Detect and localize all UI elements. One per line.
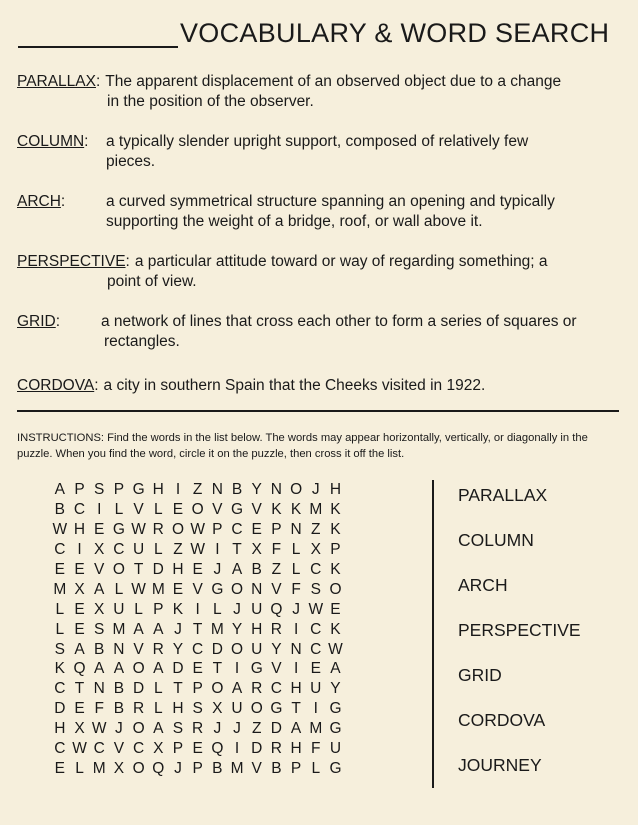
grid-letter[interactable]: L [55, 600, 65, 618]
term-label: PARALLAX [17, 73, 96, 90]
grid-letter[interactable]: M [92, 760, 106, 778]
grid-row [50, 500, 345, 520]
grid-letter[interactable]: W [328, 640, 343, 658]
grid-letter[interactable]: L [213, 600, 222, 618]
grid-letter[interactable]: F [271, 540, 282, 558]
grid-row [50, 560, 345, 580]
term-label: CORDOVA [17, 377, 95, 394]
grid-letter[interactable]: I [97, 500, 102, 518]
page-title: VOCABULARY & WORD SEARCH [180, 18, 610, 48]
grid-letter[interactable]: S [54, 640, 66, 658]
grid-letter[interactable]: E [172, 500, 184, 518]
grid-letter[interactable]: P [153, 600, 164, 618]
term-label: GRID [17, 313, 56, 330]
grid-letter[interactable]: A [153, 620, 164, 638]
grid-letter[interactable]: X [113, 760, 125, 778]
grid-letter[interactable]: X [251, 540, 262, 558]
definition-text: a city in southern Spain that the Cheeks visited in 1922. [103, 377, 486, 394]
grid-row [50, 719, 345, 739]
grid-letter[interactable]: X [212, 700, 223, 718]
word-list-item[interactable]: CORDOVA [458, 710, 546, 730]
grid-divider [432, 480, 434, 788]
grid-letter[interactable]: B [212, 760, 223, 778]
word-list-item[interactable]: COLUMN [458, 530, 534, 550]
definition-column: COLUMN: a typically slender upright support, composed of relatively few pieces. [17, 133, 529, 170]
grid-letter[interactable]: D [270, 720, 282, 738]
grid-letter[interactable]: T [173, 680, 183, 698]
grid-letter[interactable]: U [113, 600, 125, 618]
grid-letter[interactable]: L [114, 500, 124, 518]
grid-letter[interactable]: S [172, 720, 184, 738]
grid-letter[interactable]: O [231, 580, 244, 598]
grid-letter[interactable]: U [251, 600, 263, 618]
grid-letter[interactable]: P [290, 760, 302, 778]
grid-letter[interactable]: H [290, 680, 302, 698]
grid-letter[interactable]: H [54, 720, 66, 738]
grid-letter[interactable]: M [309, 720, 323, 738]
grid-letter[interactable]: H [251, 620, 263, 638]
grid-letter[interactable]: I [175, 481, 181, 498]
definition-arch: ARCH: a curved symmetrical structure spanning an opening and typically supporting the weight of a bridge, roof, or wall above it. [17, 193, 555, 230]
grid-letter[interactable]: L [311, 760, 321, 778]
grid-row [50, 580, 345, 600]
grid-letter[interactable]: J [292, 600, 300, 618]
grid-letter[interactable]: E [74, 600, 85, 618]
grid-letter[interactable]: U [310, 680, 322, 698]
grid-letter[interactable]: E [330, 600, 341, 618]
grid-letter[interactable]: D [152, 560, 164, 578]
grid-letter[interactable]: M [309, 500, 323, 518]
grid-letter[interactable]: N [270, 481, 282, 498]
grid-letter[interactable]: R [152, 640, 164, 658]
grid-letter[interactable]: C [132, 740, 145, 758]
grid-letter[interactable]: Y [231, 620, 243, 638]
grid-letter[interactable]: U [132, 540, 145, 558]
grid-row [50, 600, 345, 620]
grid-letter[interactable]: B [271, 760, 282, 778]
definition-text-cont: in the position of the observer. [107, 93, 314, 110]
grid-letter[interactable]: C [54, 680, 66, 698]
word-list-item[interactable]: PERSPECTIVE [458, 620, 581, 640]
grid-row [50, 540, 345, 560]
grid-letter[interactable]: K [330, 620, 341, 638]
grid-letter[interactable]: A [231, 680, 243, 698]
grid-letter[interactable]: F [291, 580, 301, 598]
grid-letter[interactable]: P [192, 680, 203, 698]
grid-letter[interactable]: L [114, 580, 124, 598]
grid-letter[interactable]: I [293, 620, 299, 638]
grid-letter[interactable]: N [93, 680, 105, 698]
definition-text: a network of lines that cross each other to form a series of squares or [101, 313, 577, 330]
grid-letter[interactable]: E [172, 580, 184, 598]
grid-letter[interactable]: X [153, 740, 164, 758]
grid-letter[interactable]: X [74, 580, 85, 598]
grid-letter[interactable]: R [152, 520, 164, 538]
grid-letter[interactable]: J [213, 720, 222, 738]
grid-letter[interactable]: L [291, 540, 301, 558]
grid-letter[interactable]: G [211, 580, 224, 598]
grid-letter[interactable]: E [192, 660, 203, 678]
grid-letter[interactable]: H [329, 481, 342, 498]
grid-letter[interactable]: G [329, 720, 342, 738]
grid-letter[interactable]: T [133, 560, 144, 578]
grid-letter[interactable]: B [113, 680, 125, 698]
definition-text: a particular attitude toward or way of regarding something; a [134, 253, 548, 270]
grid-letter[interactable]: B [231, 481, 243, 498]
grid-letter[interactable]: K [330, 520, 341, 538]
word-list-item[interactable]: GRID [458, 665, 502, 685]
grid-letter[interactable]: P [113, 481, 125, 498]
grid-letter[interactable]: N [290, 640, 302, 658]
grid-letter[interactable]: O [132, 760, 145, 778]
grid-letter[interactable]: B [113, 700, 125, 718]
grid-letter[interactable]: W [190, 540, 205, 558]
grid-letter[interactable]: D [251, 740, 263, 758]
grid-letter[interactable]: A [330, 660, 341, 678]
definition-cordova: CORDOVA: a city in southern Spain that the Cheeks visited in 1922. [17, 377, 486, 394]
grid-letter[interactable]: W [52, 520, 68, 538]
grid-letter[interactable]: C [310, 640, 322, 658]
grid-letter[interactable]: V [271, 660, 282, 678]
grid-letter[interactable]: N [211, 481, 223, 498]
grid-letter[interactable]: E [54, 560, 66, 578]
grid-letter[interactable]: S [192, 700, 203, 718]
grid-letter[interactable]: B [54, 500, 66, 518]
grid-letter[interactable]: A [94, 580, 105, 598]
grid-letter[interactable]: A [153, 660, 164, 678]
grid-letter[interactable]: S [94, 620, 105, 638]
grid-letter[interactable]: P [192, 760, 203, 778]
grid-letter[interactable]: Q [211, 740, 224, 758]
grid-letter[interactable]: R [270, 620, 282, 638]
grid-letter[interactable]: Q [152, 760, 165, 778]
definition-grid: GRID: a network of lines that cross each other to form a series of squares or rectangles. [17, 313, 577, 350]
grid-letter[interactable]: K [290, 500, 302, 518]
grid-letter[interactable]: K [172, 600, 184, 618]
grid-letter[interactable]: O [250, 700, 263, 718]
grid-letter[interactable]: Q [270, 600, 283, 618]
grid-letter[interactable]: M [151, 580, 165, 598]
word-list-item[interactable]: ARCH [458, 575, 508, 595]
grid-letter[interactable]: G [112, 520, 125, 538]
instructions: INSTRUCTIONS: Find the words in the list below. The words may appear horizontally, vertically, or diagonally in the puzzle. When you find the word, circle it on the puzzle, then cross it off the list. [17, 432, 588, 460]
grid-letter[interactable]: O [112, 560, 125, 578]
grid-letter[interactable]: A [113, 660, 125, 678]
grid-letter[interactable]: A [231, 560, 243, 578]
grid-letter[interactable]: K [330, 560, 341, 578]
grid-letter[interactable]: V [192, 580, 203, 598]
grid-letter[interactable]: F [311, 740, 321, 758]
grid-letter[interactable]: J [213, 560, 222, 578]
grid-letter[interactable]: I [293, 660, 299, 678]
grid-letter[interactable]: O [191, 500, 204, 518]
grid-letter[interactable]: L [75, 760, 84, 778]
grid-letter[interactable]: R [251, 680, 263, 698]
grid-letter[interactable]: I [234, 740, 240, 758]
definition-text-cont: supporting the weight of a bridge, roof, or wall above it. [106, 213, 483, 230]
grid-letter[interactable]: Y [251, 481, 262, 498]
grid-letter[interactable]: H [290, 740, 302, 758]
grid-letter[interactable]: C [73, 500, 86, 518]
grid-letter[interactable]: K [330, 500, 341, 518]
grid-letter[interactable]: E [74, 700, 85, 718]
grid-letter[interactable]: L [134, 600, 143, 618]
grid-letter[interactable]: A [74, 640, 85, 658]
grid-letter[interactable]: L [291, 560, 301, 578]
grid-letter[interactable]: V [113, 740, 125, 758]
grid-row [50, 480, 345, 500]
grid-letter[interactable]: M [210, 620, 224, 638]
grid-letter[interactable]: K [271, 500, 282, 518]
grid-letter[interactable]: S [94, 481, 105, 498]
grid-letter[interactable]: G [270, 700, 283, 718]
grid-letter[interactable]: M [230, 760, 244, 778]
grid-letter[interactable]: E [54, 760, 66, 778]
grid-row [50, 739, 345, 759]
term-label: PERSPECTIVE [17, 253, 126, 270]
word-search-grid[interactable] [50, 480, 345, 779]
grid-letter[interactable]: Z [271, 560, 282, 578]
grid-letter[interactable]: E [74, 560, 85, 578]
word-list-item[interactable]: PARALLAX [458, 485, 548, 505]
grid-letter[interactable]: U [251, 640, 263, 658]
grid-row [50, 640, 345, 660]
grid-letter[interactable]: Z [251, 720, 262, 738]
word-list [458, 484, 581, 799]
grid-letter[interactable]: Y [271, 640, 282, 658]
grid-letter[interactable]: O [132, 720, 145, 738]
grid-letter[interactable]: G [329, 700, 342, 718]
grid-letter[interactable]: I [195, 600, 200, 618]
grid-letter[interactable]: J [233, 600, 241, 618]
grid-letter[interactable]: H [172, 700, 184, 718]
grid-letter[interactable]: A [133, 620, 144, 638]
grid-letter[interactable]: V [251, 500, 262, 518]
definition-text: The apparent displacement of an observed object due to a change [105, 73, 562, 90]
grid-letter[interactable]: D [132, 680, 145, 698]
grid-letter[interactable]: V [133, 500, 144, 518]
grid-letter[interactable]: V [271, 580, 282, 598]
grid-letter[interactable]: C [93, 740, 105, 758]
grid-letter[interactable]: J [233, 720, 241, 738]
grid-letter[interactable]: W [131, 520, 146, 538]
grid-row [50, 620, 345, 640]
grid-letter[interactable]: Z [173, 540, 183, 558]
grid-letter[interactable]: W [131, 580, 146, 598]
grid-letter[interactable]: G [329, 760, 342, 778]
grid-letter[interactable]: L [153, 680, 163, 698]
grid-letter[interactable]: O [231, 640, 244, 658]
grid-letter[interactable]: C [192, 640, 204, 658]
grid-letter[interactable]: W [91, 720, 107, 738]
grid-letter[interactable]: H [152, 481, 164, 498]
grid-letter[interactable]: P [172, 740, 184, 758]
grid-letter[interactable]: B [94, 640, 105, 658]
grid-letter[interactable]: M [53, 580, 67, 598]
grid-letter[interactable]: C [310, 560, 322, 578]
grid-letter[interactable]: D [54, 700, 66, 718]
grid-letter[interactable]: V [212, 500, 223, 518]
grid-letter[interactable]: V [133, 640, 144, 658]
definition-text-cont: rectangles. [104, 333, 180, 350]
grid-letter[interactable]: I [215, 540, 220, 558]
grid-letter[interactable]: P [212, 520, 223, 538]
grid-letter[interactable]: C [54, 540, 66, 558]
grid-letter[interactable]: T [291, 700, 301, 718]
definition-parallax: PARALLAX: The apparent displacement of an observed object due to a change in the position of the observer. [17, 73, 562, 110]
grid-letter[interactable]: O [290, 481, 303, 498]
grid-letter[interactable]: A [94, 660, 105, 678]
grid-letter[interactable]: D [211, 640, 223, 658]
grid-letter[interactable]: J [115, 720, 123, 738]
grid-letter[interactable]: H [73, 520, 86, 538]
grid-letter[interactable]: A [290, 720, 302, 738]
grid-letter[interactable]: W [308, 600, 324, 618]
term-label: COLUMN [17, 133, 85, 150]
grid-letter[interactable]: E [94, 520, 105, 538]
grid-letter[interactable]: R [270, 740, 282, 758]
grid-letter[interactable]: P [74, 481, 85, 498]
grid-letter[interactable]: S [310, 580, 321, 598]
grid-letter[interactable]: I [313, 700, 318, 718]
grid-letter[interactable]: N [113, 640, 125, 658]
definition-text-cont: point of view. [107, 273, 197, 290]
term-label: ARCH [17, 193, 61, 210]
word-list-item[interactable]: JOURNEY [458, 755, 542, 775]
grid-letter[interactable]: C [310, 620, 322, 638]
grid-letter[interactable]: C [231, 520, 243, 538]
grid-letter[interactable]: L [153, 700, 163, 718]
grid-letter[interactable]: Y [172, 640, 184, 658]
grid-letter[interactable]: K [54, 660, 66, 678]
grid-letter[interactable]: A [153, 720, 164, 738]
definition-text-cont: pieces. [106, 153, 156, 170]
grid-letter[interactable]: T [212, 660, 223, 678]
grid-letter[interactable]: P [330, 540, 341, 558]
grid-letter[interactable]: J [311, 481, 320, 498]
grid-letter[interactable]: X [94, 600, 105, 618]
grid-letter[interactable]: T [74, 680, 85, 698]
grid-letter[interactable]: U [231, 700, 243, 718]
grid-letter[interactable]: T [232, 540, 242, 558]
grid-letter[interactable]: J [174, 760, 182, 778]
name-blank-line [18, 46, 178, 48]
grid-letter[interactable]: B [251, 560, 262, 578]
section-divider [17, 410, 619, 412]
grid-letter[interactable]: O [132, 660, 145, 678]
grid-letter[interactable]: G [231, 500, 244, 518]
grid-row [50, 759, 345, 779]
grid-letter[interactable]: Y [330, 680, 341, 698]
title-row [18, 18, 618, 52]
definition-text: a curved symmetrical structure spanning an opening and typically [106, 193, 555, 210]
grid-letter[interactable]: Q [73, 660, 86, 678]
grid-letter[interactable]: J [174, 620, 182, 638]
grid-letter[interactable]: L [55, 620, 65, 638]
grid-letter[interactable]: M [112, 620, 126, 638]
grid-letter[interactable]: V [94, 560, 105, 578]
grid-letter[interactable]: C [270, 680, 282, 698]
grid-letter[interactable]: P [271, 520, 282, 538]
grid-letter[interactable]: N [290, 520, 302, 538]
grid-letter[interactable]: G [250, 660, 263, 678]
grid-letter[interactable]: O [211, 680, 224, 698]
grid-letter[interactable]: G [132, 481, 145, 498]
grid-letter[interactable]: Z [192, 481, 203, 498]
grid-letter[interactable]: A [54, 481, 66, 498]
definition-perspective: PERSPECTIVE: a particular attitude toward or way of regarding something; a point of view. [17, 253, 548, 290]
grid-letter[interactable]: L [153, 500, 163, 518]
grid-letter[interactable]: F [94, 700, 104, 718]
definition-text: a typically slender upright support, composed of relatively few [106, 133, 529, 150]
grid-letter[interactable]: D [172, 660, 184, 678]
grid-letter[interactable]: X [310, 540, 321, 558]
grid-row [50, 699, 345, 719]
grid-letter[interactable]: N [251, 580, 263, 598]
grid-row [50, 520, 345, 540]
grid-letter[interactable]: R [192, 720, 204, 738]
grid-letter[interactable]: I [234, 660, 240, 678]
grid-letter[interactable]: L [153, 540, 163, 558]
grid-letter[interactable]: Z [311, 520, 321, 538]
grid-row [50, 679, 345, 699]
grid-letter[interactable]: E [310, 660, 321, 678]
grid-letter[interactable]: R [132, 700, 145, 718]
grid-letter[interactable]: E [192, 560, 203, 578]
grid-letter[interactable]: I [77, 540, 82, 558]
grid-letter[interactable]: H [172, 560, 184, 578]
grid-letter[interactable]: C [113, 540, 125, 558]
grid-letter[interactable]: U [329, 740, 342, 758]
grid-letter[interactable]: W [72, 740, 87, 758]
grid-row [50, 659, 345, 679]
grid-letter[interactable]: X [94, 540, 105, 558]
grid-letter[interactable]: C [54, 740, 66, 758]
grid-letter[interactable]: E [251, 520, 262, 538]
grid-letter[interactable]: W [190, 520, 205, 538]
grid-letter[interactable]: O [329, 580, 342, 598]
grid-letter[interactable]: O [171, 520, 184, 538]
grid-letter[interactable]: X [74, 720, 85, 738]
grid-letter[interactable]: T [192, 620, 203, 638]
grid-letter[interactable]: E [192, 740, 203, 758]
grid-letter[interactable]: V [251, 760, 262, 778]
grid-letter[interactable]: E [74, 620, 85, 638]
